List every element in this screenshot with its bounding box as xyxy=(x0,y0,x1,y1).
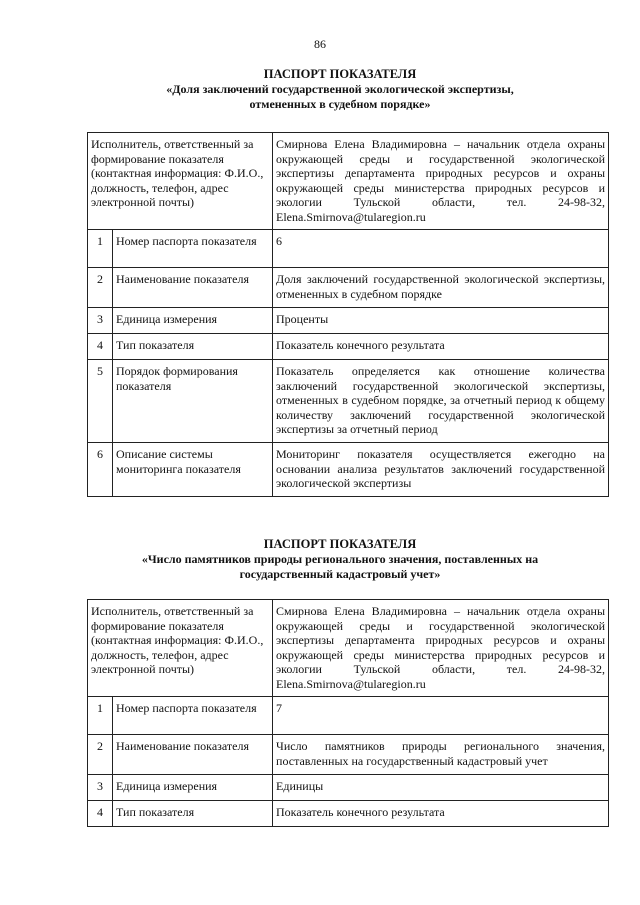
passport-subtitle-line: «Число памятников природы регионального значения, поставленных на xyxy=(141,552,539,566)
row-label: Тип показателя xyxy=(113,801,273,827)
table-row xyxy=(88,735,609,775)
executor-row xyxy=(88,600,609,697)
table-row xyxy=(88,268,609,308)
row-label: Тип показателя xyxy=(113,334,273,360)
row-value: 6 xyxy=(273,230,609,268)
row-value: Мониторинг показателя осуществляется ежегодно на основании анализа результатов заключений государственной экологической экспертизы xyxy=(273,443,609,497)
row-number: 4 xyxy=(88,334,113,360)
row-value: 7 xyxy=(273,697,609,735)
row-label: Единица измерения xyxy=(113,308,273,334)
row-label: Единица измерения xyxy=(113,775,273,801)
table-row xyxy=(88,697,609,735)
table-row xyxy=(88,334,609,360)
row-value: Проценты xyxy=(273,308,609,334)
passport-table xyxy=(87,132,609,497)
row-number: 1 xyxy=(88,697,113,735)
passport-title: ПАСПОРТ ПОКАЗАТЕЛЯ xyxy=(263,537,417,551)
row-value: Показатель определяется как отношение количества заключений государственной экологической экспертизы, отмененных в судебном порядке, за отчетный период к общему количеству заключений государственной экологической экспертизы за отчетный период xyxy=(273,360,609,443)
page-number: 86 xyxy=(314,37,326,51)
executor-label: Исполнитель, ответственный за формирование показателя (контактная информация: Ф.И.О., должность, телефон, адрес электронной почты) xyxy=(88,600,273,697)
table-row xyxy=(88,360,609,443)
row-label: Номер паспорта показателя xyxy=(113,230,273,268)
executor-label: Исполнитель, ответственный за формирование показателя (контактная информация: Ф.И.О., должность, телефон, адрес электронной почты) xyxy=(88,133,273,230)
passport-subtitle-line: государственный кадастровый учет» xyxy=(239,567,441,581)
row-value: Число памятников природы регионального значения, поставленных на государственный кадастровый учет xyxy=(273,735,609,775)
passport-subtitle-line: «Доля заключений государственной экологической экспертизы, xyxy=(166,82,514,96)
row-label: Описание системы мониторинга показателя xyxy=(113,443,273,497)
table-row xyxy=(88,230,609,268)
passport-subtitle-line: отмененных в судебном порядке» xyxy=(249,97,431,111)
passport-heading xyxy=(100,537,580,582)
row-label: Номер паспорта показателя xyxy=(113,697,273,735)
row-number: 2 xyxy=(88,735,113,775)
row-number: 3 xyxy=(88,308,113,334)
row-number: 2 xyxy=(88,268,113,308)
table-row xyxy=(88,775,609,801)
row-label: Наименование показателя xyxy=(113,735,273,775)
passport-title: ПАСПОРТ ПОКАЗАТЕЛЯ xyxy=(263,67,417,81)
table-row xyxy=(88,308,609,334)
row-value: Единицы xyxy=(273,775,609,801)
row-number: 6 xyxy=(88,443,113,497)
executor-row xyxy=(88,133,609,230)
passport-heading xyxy=(100,67,580,112)
row-number: 4 xyxy=(88,801,113,827)
row-number: 1 xyxy=(88,230,113,268)
executor-value: Смирнова Елена Владимировна – начальник отдела охраны окружающей среды и государственной экологической экспертизы департамента природных ресурсов и охраны окружающей среды министерства природных ресурсов и экологии Тульской области, тел. 24-98-32, Elena.Smirnova@tularegion.ru xyxy=(273,600,609,697)
row-number: 5 xyxy=(88,360,113,443)
executor-value: Смирнова Елена Владимировна – начальник отдела охраны окружающей среды и государственной экологической экспертизы департамента природных ресурсов и охраны окружающей среды министерства природных ресурсов и экологии Тульской области, тел. 24-98-32, Elena.Smirnova@tularegion.ru xyxy=(273,133,609,230)
row-label: Наименование показателя xyxy=(113,268,273,308)
row-value: Доля заключений государственной экологической экспертизы, отмененных в судебном порядке xyxy=(273,268,609,308)
passport-table xyxy=(87,599,609,827)
table-row xyxy=(88,443,609,497)
table-row xyxy=(88,801,609,827)
row-value: Показатель конечного результата xyxy=(273,801,609,827)
row-number: 3 xyxy=(88,775,113,801)
row-label: Порядок формирования показателя xyxy=(113,360,273,443)
row-value: Показатель конечного результата xyxy=(273,334,609,360)
